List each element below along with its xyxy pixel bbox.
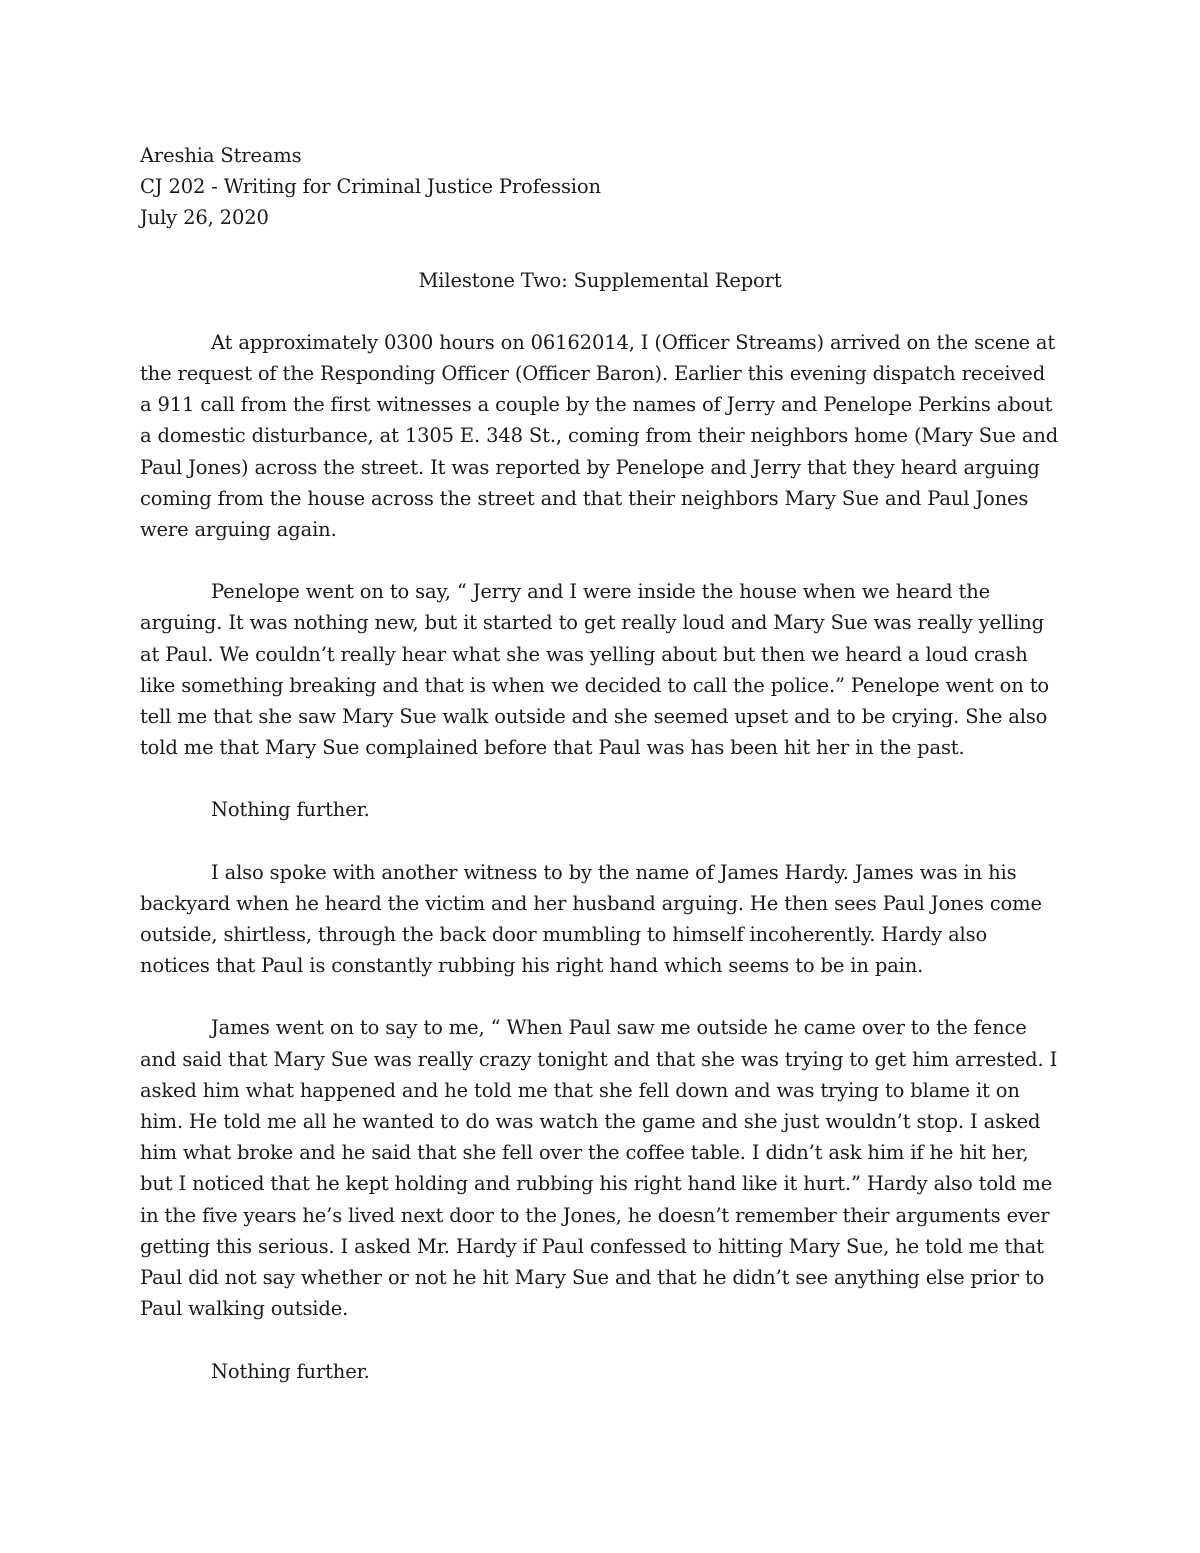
paragraph-james-statement: James went on to say to me, “ When Paul saw me outside he came over to the fence and said that Mary Sue was really crazy tonight and that she was trying to get him arrested. I asked him what happened and he told me that she fell down and was trying to blame it on him. He told me all he wanted to do was watch the game and she just wouldn’t stop. I asked him what broke and he said that she fell over the coffee table. I didn’t ask him if he hit her, but I noticed that he kept holding and rubbing his right hand like it hurt.” Hardy also told me in the five years he’s lived next door to the Jones, he doesn’t remember their arguments ever getting this serious. I asked Mr. Hardy if Paul confessed to hitting Mary Sue, he told me that Paul did not say whether or not he hit Mary Sue and that he didn’t see anything else prior to Paul walking outside.: [140, 1016, 1058, 1321]
paragraph-arrival: At approximately 0300 hours on 06162014, I (Officer Streams) arrived on the scene at the request of the Responding Officer (Officer Baron). Earlier this evening dispatch received a 911 call from the first witnesses a couple by the names of Jerry and Penelope Perkins about a domestic disturbance, at 1305 E. 348 St., coming from their neighbors home (Mary Sue and Paul Jones) across the street. It was reported by Penelope and Jerry that they heard arguing coming from the house across the street and that their neighbors Mary Sue and Paul Jones were arguing again.: [140, 330, 1059, 542]
paragraph-nothing-further: Nothing further.: [211, 798, 370, 822]
document-body: [140, 140, 1060, 1387]
paragraph-penelope-statement: Penelope went on to say, “ Jerry and I were inside the house when we heard the arguing. It was nothing new, but it started to get really loud and Mary Sue was really yelling at Paul. We couldn’t really hear what she was yelling about but then we heard a loud crash like something breaking and that is when we decided to call the police.” Penelope went on to tell me that she saw Mary Sue walk outside and she seemed upset and to be crying. She also told me that Mary Sue complained before that Paul was has been hit her in the past.: [140, 580, 1049, 760]
paragraph-nothing-further: Nothing further.: [211, 1359, 370, 1383]
course-name: CJ 202 - Writing for Criminal Justice Profession: [140, 175, 601, 199]
paragraph-james-hardy: I also spoke with another witness to by the name of James Hardy. James was in his backyard when he heard the victim and her husband arguing. He then sees Paul Jones come outside, shirtless, through the back door mumbling to himself incoherently. Hardy also notices that Paul is constantly rubbing his right hand which seems to be in pain.: [140, 860, 1042, 978]
report-title: Milestone Two: Supplemental Report: [418, 268, 782, 292]
author-name: Areshia Streams: [140, 144, 302, 167]
report-date: July 26, 2020: [140, 206, 269, 230]
